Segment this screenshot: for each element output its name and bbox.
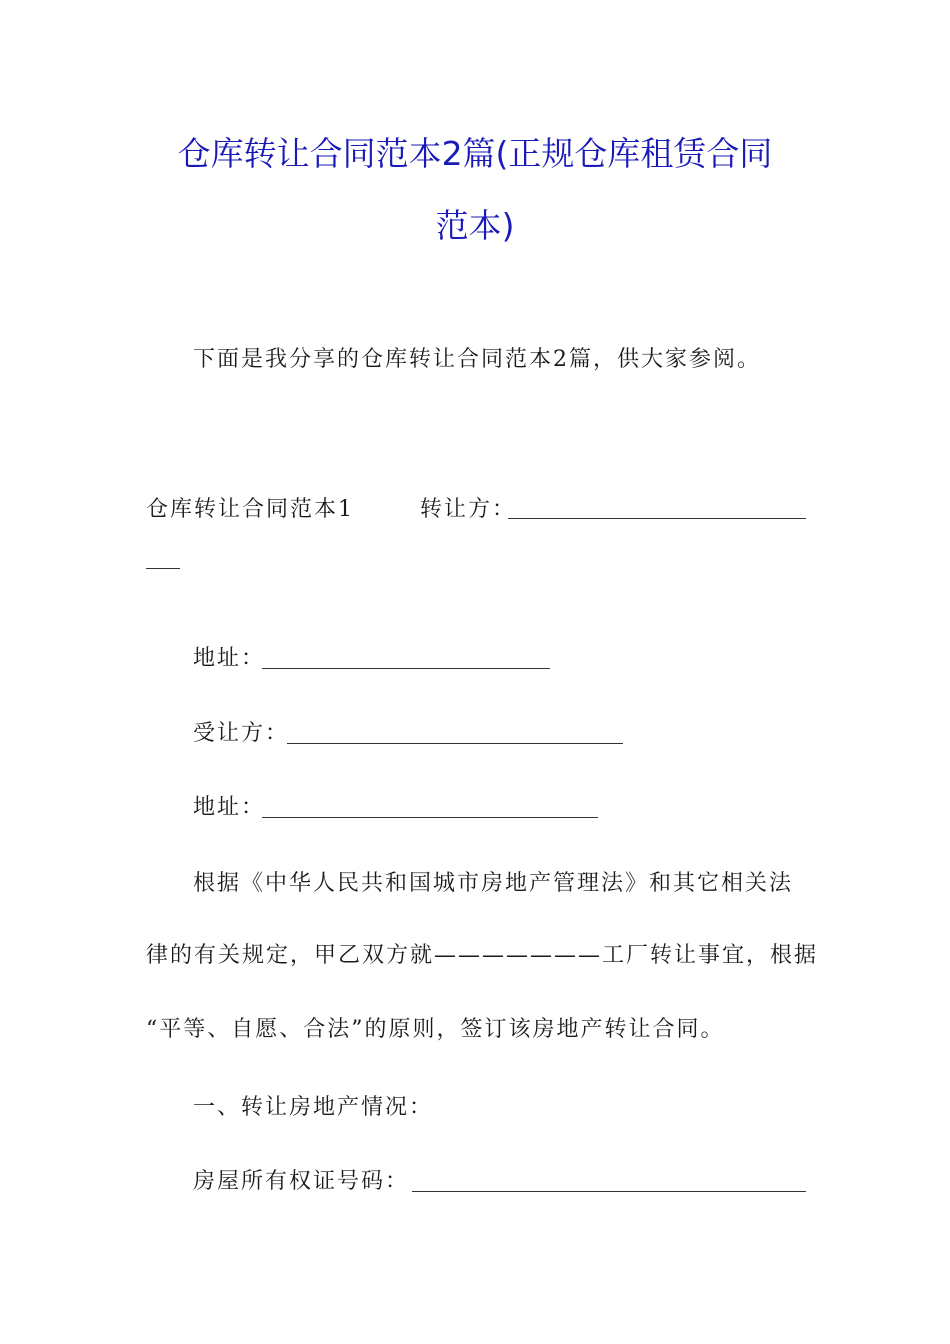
transferor-label: 转让方：	[420, 497, 517, 522]
paragraph-line: 根据《中华人民共和国城市房地产管理法》和其它相关法	[193, 871, 794, 896]
address1-blank-line	[262, 648, 550, 669]
paragraph-line: “平等、自愿、合法”的原则，签订该房地产转让合同。	[146, 1017, 725, 1042]
section-heading-row	[146, 495, 516, 525]
address1-label: 地址：	[193, 646, 266, 671]
paragraph-line: 律的有关规定，甲乙双方就———————工厂转让事宜，根据	[146, 943, 819, 968]
transferee-blank-line	[287, 723, 623, 744]
transferee-label: 受让方：	[193, 721, 290, 746]
cert-blank-line	[412, 1171, 806, 1192]
document-title	[120, 118, 830, 262]
cert-label: 房屋所有权证号码：	[193, 1169, 410, 1194]
title-line-2: 范本)	[435, 206, 515, 245]
intro-paragraph: 下面是我分享的仓库转让合同范本2篇，供大家参阅。	[193, 347, 761, 372]
address2-blank-line	[262, 797, 598, 818]
address2-label: 地址：	[193, 795, 266, 820]
title-line-1: 仓库转让合同范本2篇(正规仓库租赁合同	[177, 134, 773, 173]
clause-heading: 一、转让房地产情况：	[193, 1095, 434, 1120]
transferor-blank-continuation	[146, 548, 180, 569]
section-title: 仓库转让合同范本1	[146, 497, 354, 522]
transferor-blank-line	[508, 498, 806, 519]
